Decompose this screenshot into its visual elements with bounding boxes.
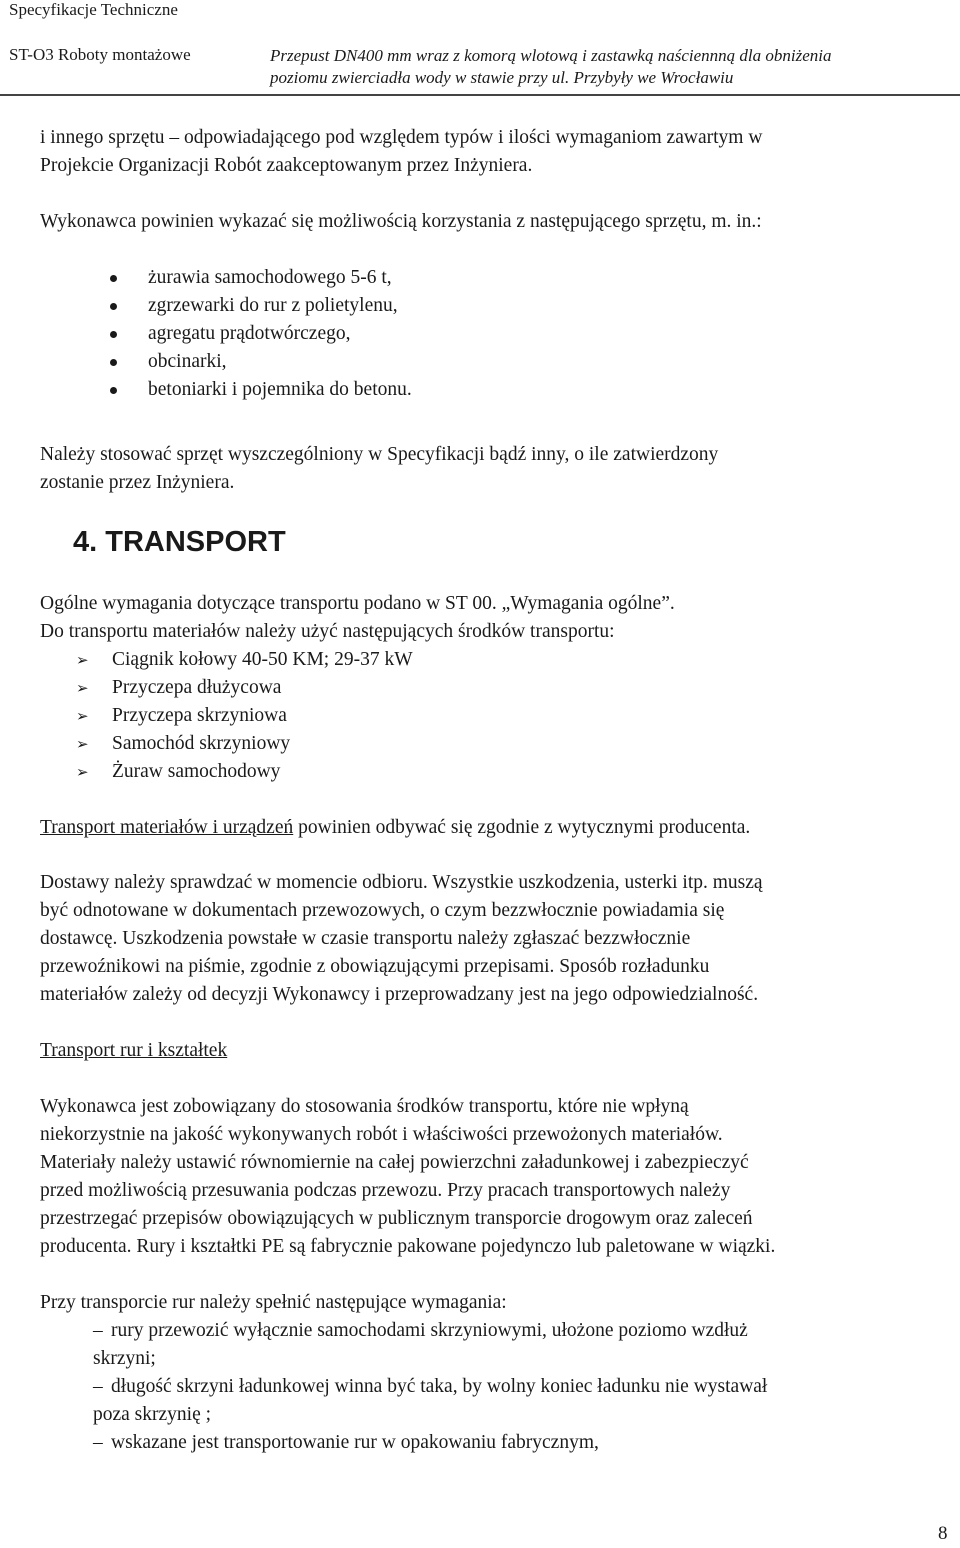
paragraph-line: Przy transporcie rur należy spełnić następujące wymagania: (40, 1292, 507, 1313)
paragraph-line: Wykonawca powinien wykazać się możliwością korzystania z następującego sprzętu, m. in.: (40, 211, 762, 232)
bullet-dot (110, 275, 117, 282)
paragraph-line: Dostawy należy sprawdzać w momencie odbioru. Wszystkie uszkodzenia, usterki itp. muszą (40, 872, 763, 893)
vehicle-item: ➢ Przyczepa dłużycowa (76, 674, 281, 702)
dash-bullet: – (93, 1376, 103, 1397)
bullet-dot (110, 387, 117, 394)
doc-header-title: Specyfikacje Techniczne (9, 0, 178, 19)
paragraph-line: być odnotowane w dokumentach przewozowych, o czym bezzwłocznie powiadamia się (40, 900, 725, 921)
header-divider (0, 94, 960, 96)
paragraph-line: przestrzegać przepisów obowiązujących w publicznym transporcie drogowym oraz zaleceń (40, 1208, 753, 1229)
bullet-dot (110, 331, 117, 338)
project-title-line-2: poziomu zwierciadła wody w stawie przy ul. Przybyły we Wrocławiu (270, 68, 734, 87)
subheading: Transport rur i kształtek (40, 1040, 228, 1061)
paragraph-line: Ogólne wymagania dotyczące transportu podano w ST 00. „Wymagania ogólne”. (40, 593, 675, 614)
bullet-dot (110, 359, 117, 366)
requirement-line: długość skrzyni ładunkowej winna być taka, by wolny koniec ładunku nie wystawał (111, 1376, 768, 1397)
paragraph-line: Do transportu materiałów należy użyć następujących środków transportu: (40, 621, 615, 642)
section-heading: 4. TRANSPORT (73, 526, 286, 558)
requirement-line: poza skrzynię ; (93, 1404, 212, 1425)
dash-bullet: – (93, 1320, 103, 1341)
bullet-dot (110, 303, 117, 310)
doc-section-label: ST-O3 Roboty montażowe (9, 45, 191, 64)
vehicle-item: ➢ Ciągnik kołowy 40-50 KM; 29-37 kW (76, 646, 413, 674)
page-number: 8 (938, 1523, 948, 1544)
paragraph-line: niekorzystnie na jakość wykonywanych robót i właściwości przewożonych materiałów. (40, 1124, 723, 1145)
paragraph-line: producenta. Rury i kształtki PE są fabrycznie pakowane pojedynczo lub paletowane w wiązki. (40, 1236, 776, 1257)
arrow-bullet-icon: ➢ (76, 651, 89, 669)
paragraph-line: materiałów zależy od decyzji Wykonawcy i przeprowadzany jest na jego odpowiedzialność. (40, 984, 759, 1005)
paragraph-line: Wykonawca jest zobowiązany do stosowania środków transportu, które nie wpłyną (40, 1096, 689, 1117)
underlined-phrase: Transport materiałów i urządzeń (40, 817, 294, 838)
requirement-line: skrzyni; (93, 1348, 156, 1369)
paragraph-line: dostawcę. Uszkodzenia powstałe w czasie transportu należy zgłaszać bezzwłocznie (40, 928, 691, 949)
arrow-bullet-icon: ➢ (76, 679, 89, 697)
paragraph-line: przed możliwością przesuwania podczas przewozu. Przy pracach transportowych należy (40, 1180, 731, 1201)
arrow-bullet-icon: ➢ (76, 707, 89, 725)
equipment-item: zgrzewarki do rur z polietylenu, (148, 295, 398, 316)
paragraph-line: i innego sprzętu – odpowiadającego pod względem typów i ilości wymaganiom zawartym w (40, 127, 763, 148)
dash-bullet: – (93, 1432, 103, 1453)
paragraph-line: Należy stosować sprzęt wyszczególniony w Specyfikacji bądź inny, o ile zatwierdzony (40, 444, 719, 465)
paragraph-line: Transport materiałów i urządzeń powinien odbywać się zgodnie z wytycznymi producenta. (40, 817, 751, 838)
vehicle-item: ➢ Żuraw samochodowy (76, 758, 280, 786)
vehicle-item: ➢ Samochód skrzyniowy (76, 730, 290, 758)
paragraph-line: zostanie przez Inżyniera. (40, 472, 235, 493)
paragraph-line: przewoźnikowi na piśmie, zgodnie z obowiązującymi przepisami. Sposób rozładunku (40, 956, 710, 977)
arrow-bullet-icon: ➢ (76, 735, 89, 753)
requirement-line: rury przewozić wyłącznie samochodami skrzyniowymi, ułożone poziomo wzdłuż (111, 1320, 748, 1341)
equipment-item: betoniarki i pojemnika do betonu. (148, 379, 412, 400)
equipment-item: agregatu prądotwórczego, (148, 323, 351, 344)
doc-project-title (270, 45, 960, 89)
vehicle-item: ➢ Przyczepa skrzyniowa (76, 702, 287, 730)
paragraph-line: Materiały należy ustawić równomiernie na całej powierzchni załadunkowej i zabezpieczyć (40, 1152, 749, 1173)
arrow-bullet-icon: ➢ (76, 763, 89, 781)
project-title-line-1: Przepust DN400 mm wraz z komorą wlotową i zastawką naściennną dla obniżenia (270, 46, 832, 65)
equipment-item: żurawia samochodowego 5-6 t, (148, 267, 392, 288)
requirement-line: wskazane jest transportowanie rur w opakowaniu fabrycznym, (111, 1432, 599, 1453)
paragraph-line: Projekcie Organizacji Robót zaakceptowanym przez Inżyniera. (40, 155, 533, 176)
equipment-item: obcinarki, (148, 351, 227, 372)
